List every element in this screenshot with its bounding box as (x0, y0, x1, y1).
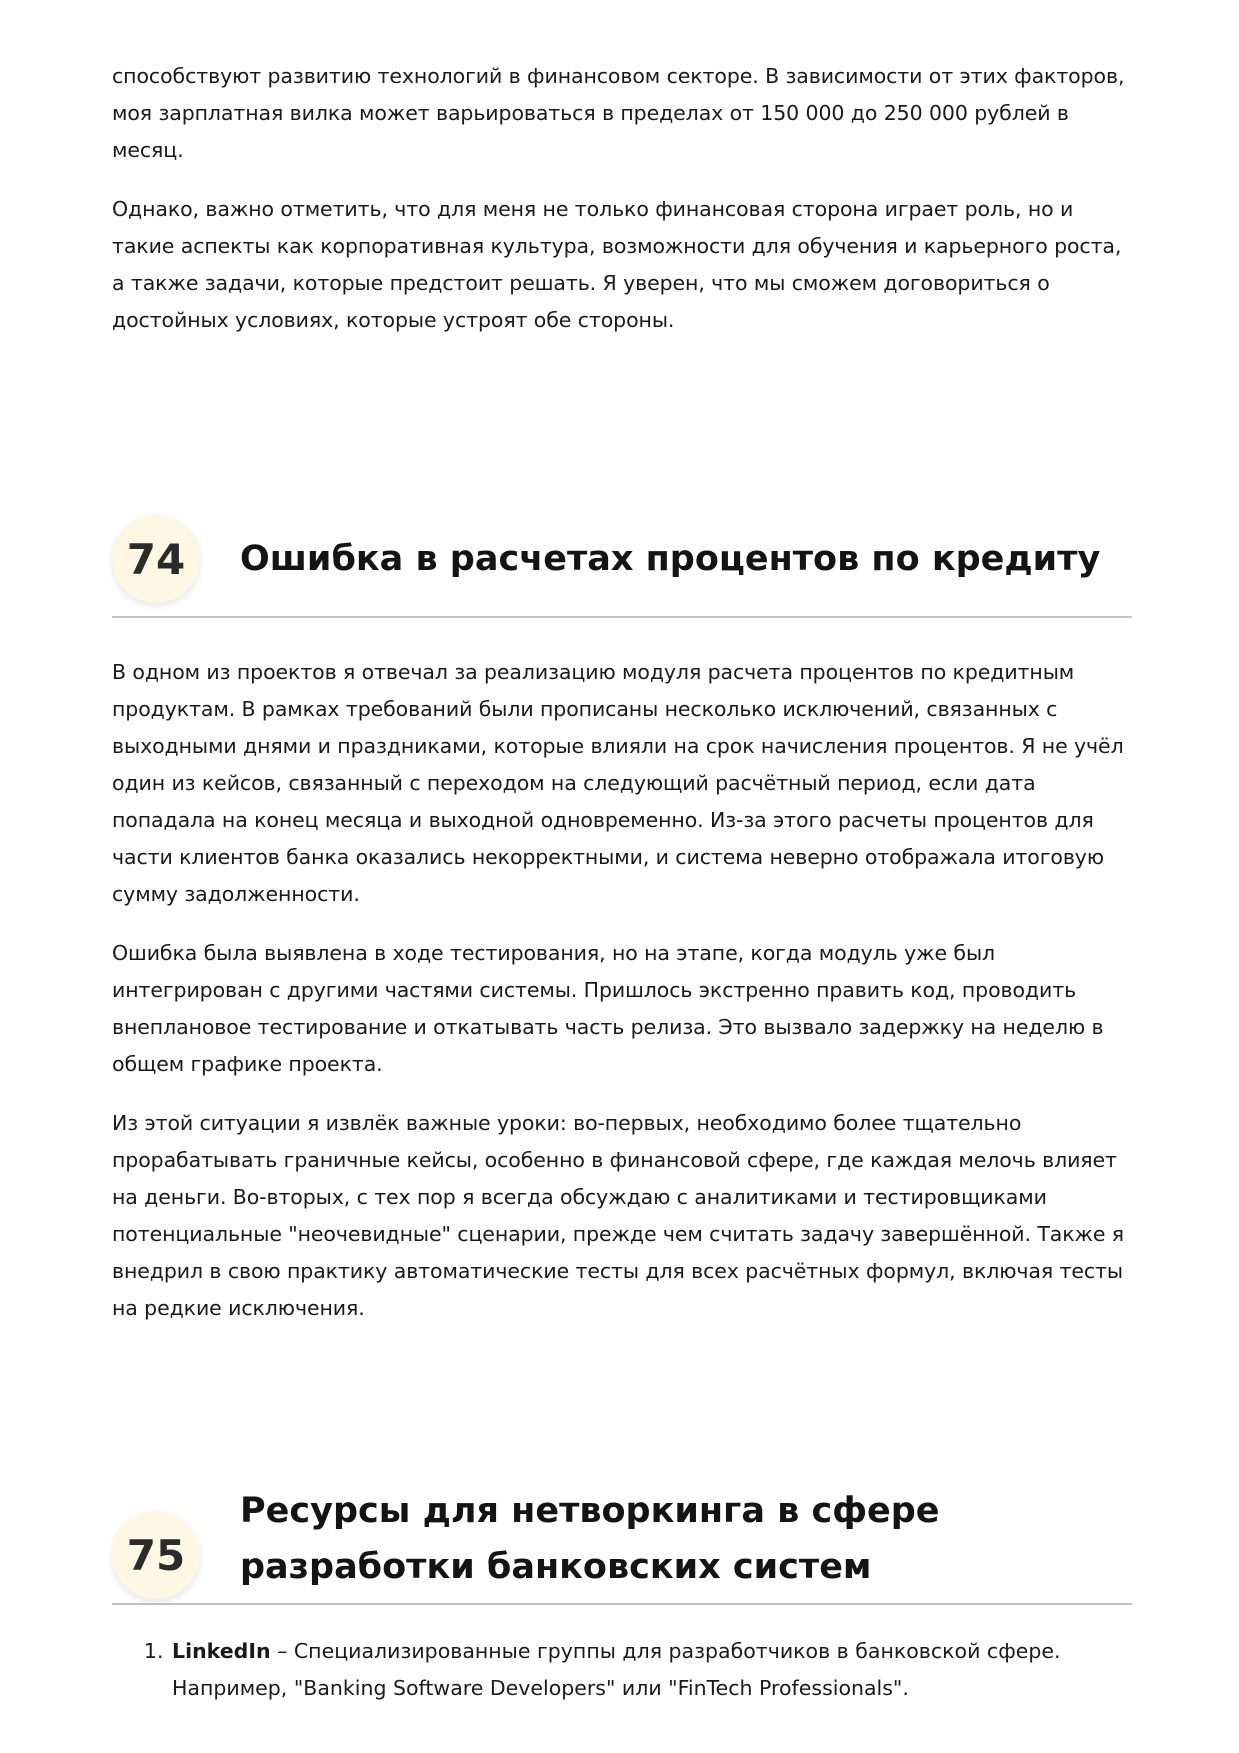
section-74-paragraph-3: Из этой ситуации я извлёк важные уроки: во-первых, необходимо более тщательно прорабатывать граничные кейсы, особенно в финансовой сфере, где каждая мелочь влияет на деньги. Во-вторых, с тех пор я всегда обсуждаю с аналитиками и тестировщиками потенциальные "неочевидные" сценарии, прежде чем считать задачу завершённой. Также я внедрил в свою практику автоматические тесты для всех расчётных формул, включая тесты на редкие исключения. (112, 1111, 1125, 1320)
section-number-badge: 74 (112, 515, 200, 603)
document-page (112, 58, 1132, 1707)
section-74-paragraph-1: В одном из проектов я отвечал за реализацию модуля расчета процентов по кредитным продуктам. В рамках требований были прописаны несколько исключений, связанных с выходными днями и праздниками, которые влияли на срок начисления процентов. Я не учёл один из кейсов, связанный с переходом на следующий расчётный период, если дата попадала на конец месяца и выходной одновременно. Из-за этого расчеты процентов для части клиентов банка оказались некорректными, и система неверно отображала итоговую сумму задолженности. (112, 660, 1124, 906)
section-75-title: Ресурсы для нетворкинга в сфере разработки банковских систем (240, 1491, 940, 1587)
intro-paragraph-2: Однако, важно отметить, что для меня не только финансовая сторона играет роль, но и такие аспекты как корпоративная культура, возможности для обучения и карьерного роста, а также задачи, которые предстоит решать. Я уверен, что мы сможем договориться о достойных условиях, которые устроят обе стороны. (112, 197, 1122, 332)
list-item (170, 1633, 1132, 1707)
resource-name: LinkedIn (172, 1639, 271, 1663)
section-74-title: Ошибка в расчетах процентов по кредиту (240, 539, 1101, 579)
section-74-paragraph-2: Ошибка была выявлена в ходе тестирования, но на этапе, когда модуль уже был интегрирован с другими частями системы. Пришлось экстренно править код, проводить внеплановое тестирование и откатывать часть релиза. Это вызвало задержку на неделю в общем графике проекта. (112, 941, 1104, 1076)
resources-list (112, 1633, 1132, 1707)
intro-paragraph-1: способствуют развитию технологий в финансовом секторе. В зависимости от этих факторов, моя зарплатная вилка может варьироваться в пределах от 150 000 до 250 000 рублей в месяц. (112, 64, 1125, 162)
section-74-header (112, 515, 1132, 618)
resource-description: – Специализированные группы для разработчиков в банковской сфере. Например, "Banking Software Developers" или "FinTech Professionals". (172, 1639, 1061, 1700)
section-75-header (112, 1477, 1132, 1605)
section-number-badge: 75 (112, 1511, 200, 1599)
